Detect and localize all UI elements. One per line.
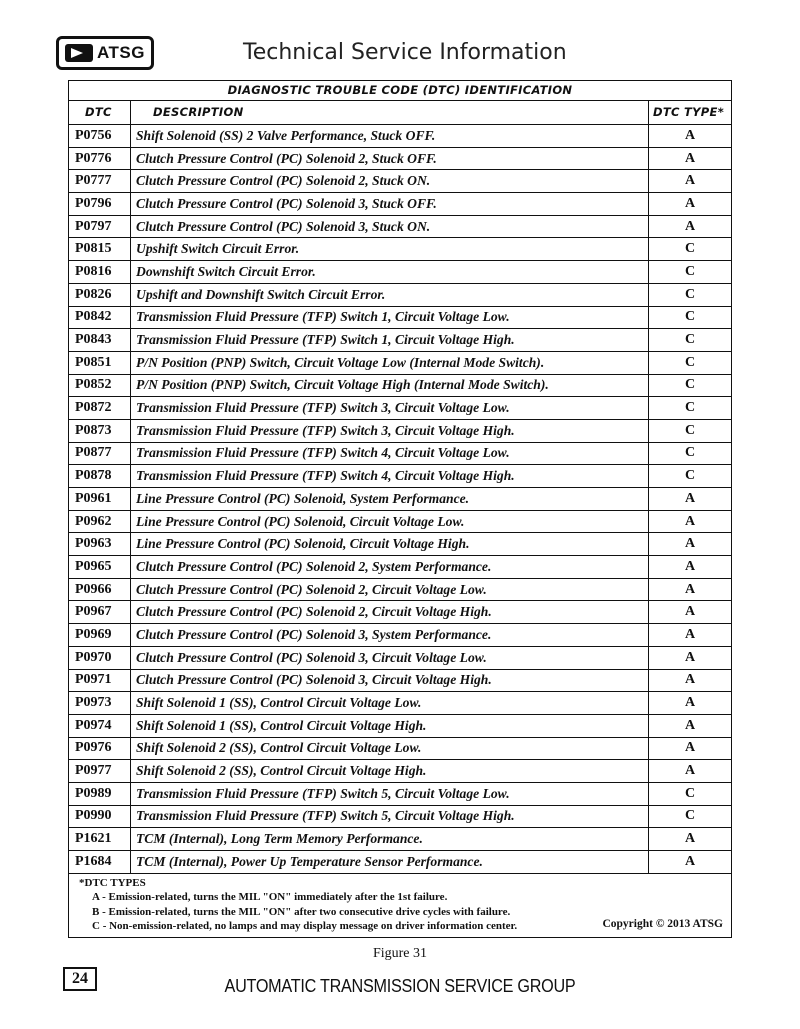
table-body	[69, 125, 731, 874]
type-cell: A	[684, 626, 696, 642]
dtc-cell: P0872	[69, 397, 131, 419]
type-cell: C	[684, 354, 696, 370]
type-cell: A	[684, 831, 696, 847]
dtc-cell: P0851	[69, 352, 131, 374]
table-row	[69, 170, 731, 193]
description-cell: Clutch Pressure Control (PC) Solenoid 2, System Performance.	[131, 556, 649, 578]
type-cell: C	[684, 422, 696, 438]
dtc-cell: P0877	[69, 443, 131, 465]
description-cell: Transmission Fluid Pressure (TFP) Switch 4, Circuit Voltage High.	[131, 465, 649, 487]
footer-text: AUTOMATIC TRANSMISSION SERVICE GROUP	[224, 976, 576, 996]
dtc-cell: P0963	[69, 533, 131, 555]
atsg-logo	[56, 36, 154, 70]
table-row	[69, 307, 731, 330]
dtc-cell: P0878	[69, 465, 131, 487]
type-cell: C	[684, 332, 696, 348]
description-cell: Line Pressure Control (PC) Solenoid, System Performance.	[131, 488, 649, 510]
description-cell: Transmission Fluid Pressure (TFP) Switch 3, Circuit Voltage Low.	[131, 397, 649, 419]
dtc-cell: P0816	[69, 261, 131, 283]
dtc-cell: P0796	[69, 193, 131, 215]
copyright: Copyright © 2013 ATSG	[602, 918, 723, 931]
table-row	[69, 465, 731, 488]
table-row	[69, 601, 731, 624]
description-cell: Transmission Fluid Pressure (TFP) Switch 3, Circuit Voltage High.	[131, 420, 649, 442]
table-row	[69, 193, 731, 216]
type-cell: C	[684, 286, 696, 302]
note-item-a: A - Emission-related, turns the MIL "ON" immediately after the 1st failure.	[92, 891, 448, 904]
column-header-type: DTC TYPE*	[653, 105, 725, 119]
dtc-table	[68, 80, 732, 938]
note-item-c: C - Non-emission-related, no lamps and may display message on driver information center.	[92, 920, 518, 933]
table-row	[69, 828, 731, 851]
table-row	[69, 533, 731, 556]
table-row	[69, 556, 731, 579]
dtc-cell: P1621	[69, 828, 131, 850]
table-row	[69, 397, 731, 420]
dtc-cell: P0843	[69, 329, 131, 351]
type-cell: A	[684, 173, 696, 189]
description-cell: Downshift Switch Circuit Error.	[131, 261, 649, 283]
description-cell: Clutch Pressure Control (PC) Solenoid 2, Stuck OFF.	[131, 148, 649, 170]
description-cell: Clutch Pressure Control (PC) Solenoid 3, Circuit Voltage High.	[131, 670, 649, 692]
table-row	[69, 420, 731, 443]
table-row	[69, 238, 731, 261]
table-row	[69, 284, 731, 307]
table-row	[69, 488, 731, 511]
dtc-cell: P0842	[69, 307, 131, 329]
description-cell: Line Pressure Control (PC) Solenoid, Circuit Voltage High.	[131, 533, 649, 555]
table-row	[69, 125, 731, 148]
description-cell: Transmission Fluid Pressure (TFP) Switch 1, Circuit Voltage High.	[131, 329, 649, 351]
table-row	[69, 216, 731, 239]
description-cell: Clutch Pressure Control (PC) Solenoid 3, Circuit Voltage Low.	[131, 647, 649, 669]
dtc-cell: P0970	[69, 647, 131, 669]
table-row	[69, 579, 731, 602]
type-cell: A	[684, 150, 696, 166]
table-row	[69, 647, 731, 670]
dtc-cell: P0962	[69, 511, 131, 533]
dtc-cell: P0777	[69, 170, 131, 192]
type-cell: A	[684, 195, 696, 211]
logo-text: ATSG	[97, 43, 145, 62]
type-cell: A	[684, 513, 696, 529]
description-cell: TCM (Internal), Long Term Memory Performance.	[131, 828, 649, 850]
description-cell: Clutch Pressure Control (PC) Solenoid 3, Stuck ON.	[131, 216, 649, 238]
type-cell: A	[684, 581, 696, 597]
table-row	[69, 715, 731, 738]
type-cell: A	[684, 695, 696, 711]
column-header-dtc: DTC	[69, 101, 131, 124]
type-cell: A	[684, 604, 696, 620]
description-cell: Transmission Fluid Pressure (TFP) Switch 1, Circuit Voltage Low.	[131, 307, 649, 329]
type-cell: C	[684, 377, 696, 393]
description-cell: Upshift and Downshift Switch Circuit Error.	[131, 284, 649, 306]
type-cell: C	[684, 309, 696, 325]
figure-caption: Figure 31	[372, 946, 428, 961]
table-row	[69, 375, 731, 398]
type-cell: C	[684, 400, 696, 416]
table-row	[69, 670, 731, 693]
page-number: 24	[63, 967, 97, 991]
type-cell: A	[684, 649, 696, 665]
type-cell: C	[684, 808, 696, 824]
type-cell: A	[684, 536, 696, 552]
type-cell: A	[684, 558, 696, 574]
type-cell: C	[684, 468, 696, 484]
type-cell: A	[684, 490, 696, 506]
dtc-type-notes	[69, 874, 731, 934]
dtc-cell: P0815	[69, 238, 131, 260]
dtc-cell: P0990	[69, 806, 131, 828]
dtc-cell: P0971	[69, 670, 131, 692]
dtc-cell: P0756	[69, 125, 131, 147]
description-cell: P/N Position (PNP) Switch, Circuit Voltage High (Internal Mode Switch).	[131, 375, 649, 397]
description-cell: P/N Position (PNP) Switch, Circuit Voltage Low (Internal Mode Switch).	[131, 352, 649, 374]
table-row	[69, 352, 731, 375]
dtc-cell: P0969	[69, 624, 131, 646]
dtc-cell: P0976	[69, 738, 131, 760]
description-cell: Shift Solenoid 2 (SS), Control Circuit Voltage High.	[131, 760, 649, 782]
description-cell: Upshift Switch Circuit Error.	[131, 238, 649, 260]
type-cell: C	[684, 785, 696, 801]
table-row	[69, 148, 731, 171]
table-row	[69, 511, 731, 534]
dtc-cell: P0852	[69, 375, 131, 397]
table-row	[69, 783, 731, 806]
description-cell: Transmission Fluid Pressure (TFP) Switch 4, Circuit Voltage Low.	[131, 443, 649, 465]
type-cell: A	[684, 853, 696, 869]
description-cell: Clutch Pressure Control (PC) Solenoid 2, Circuit Voltage Low.	[131, 579, 649, 601]
type-cell: C	[684, 263, 696, 279]
page-title: Technical Service Information	[243, 40, 567, 65]
dtc-cell: P0873	[69, 420, 131, 442]
dtc-cell: P0967	[69, 601, 131, 623]
table-row	[69, 806, 731, 829]
description-cell: TCM (Internal), Power Up Temperature Sensor Performance.	[131, 851, 649, 873]
description-cell: Transmission Fluid Pressure (TFP) Switch 5, Circuit Voltage Low.	[131, 783, 649, 805]
notes-title: *DTC TYPES	[79, 876, 146, 889]
dtc-cell: P0961	[69, 488, 131, 510]
note-item-b: B - Emission-related, turns the MIL "ON" after two consecutive drive cycles with failure.	[92, 905, 511, 918]
dtc-cell: P0974	[69, 715, 131, 737]
dtc-cell: P0977	[69, 760, 131, 782]
table-row	[69, 851, 731, 874]
description-cell: Clutch Pressure Control (PC) Solenoid 2, Stuck ON.	[131, 170, 649, 192]
type-cell: A	[684, 127, 696, 143]
type-cell: C	[684, 445, 696, 461]
description-cell: Clutch Pressure Control (PC) Solenoid 3, System Performance.	[131, 624, 649, 646]
dtc-cell: P0826	[69, 284, 131, 306]
type-cell: A	[684, 717, 696, 733]
table-row	[69, 329, 731, 352]
description-cell: Line Pressure Control (PC) Solenoid, Circuit Voltage Low.	[131, 511, 649, 533]
description-cell: Clutch Pressure Control (PC) Solenoid 3, Stuck OFF.	[131, 193, 649, 215]
dtc-cell: P0973	[69, 692, 131, 714]
dtc-cell: P0966	[69, 579, 131, 601]
dtc-cell: P0797	[69, 216, 131, 238]
column-header-description: DESCRIPTION	[131, 101, 649, 124]
description-cell: Shift Solenoid (SS) 2 Valve Performance, Stuck OFF.	[131, 125, 649, 147]
dtc-cell: P0776	[69, 148, 131, 170]
arrow-icon	[65, 44, 93, 62]
description-cell: Shift Solenoid 1 (SS), Control Circuit Voltage Low.	[131, 692, 649, 714]
dtc-cell: P0965	[69, 556, 131, 578]
type-cell: C	[684, 241, 696, 257]
table-title: DIAGNOSTIC TROUBLE CODE (DTC) IDENTIFICATION	[69, 81, 731, 101]
dtc-cell: P1684	[69, 851, 131, 873]
table-row	[69, 738, 731, 761]
type-cell: A	[684, 740, 696, 756]
table-row	[69, 624, 731, 647]
type-cell: A	[684, 763, 696, 779]
table-header	[69, 101, 731, 125]
description-cell: Shift Solenoid 2 (SS), Control Circuit Voltage Low.	[131, 738, 649, 760]
type-cell: A	[684, 672, 696, 688]
type-cell: A	[684, 218, 696, 234]
table-row	[69, 760, 731, 783]
dtc-cell: P0989	[69, 783, 131, 805]
description-cell: Shift Solenoid 1 (SS), Control Circuit Voltage High.	[131, 715, 649, 737]
description-cell: Clutch Pressure Control (PC) Solenoid 2, Circuit Voltage High.	[131, 601, 649, 623]
table-row	[69, 443, 731, 466]
description-cell: Transmission Fluid Pressure (TFP) Switch 5, Circuit Voltage High.	[131, 806, 649, 828]
table-row	[69, 261, 731, 284]
table-row	[69, 692, 731, 715]
